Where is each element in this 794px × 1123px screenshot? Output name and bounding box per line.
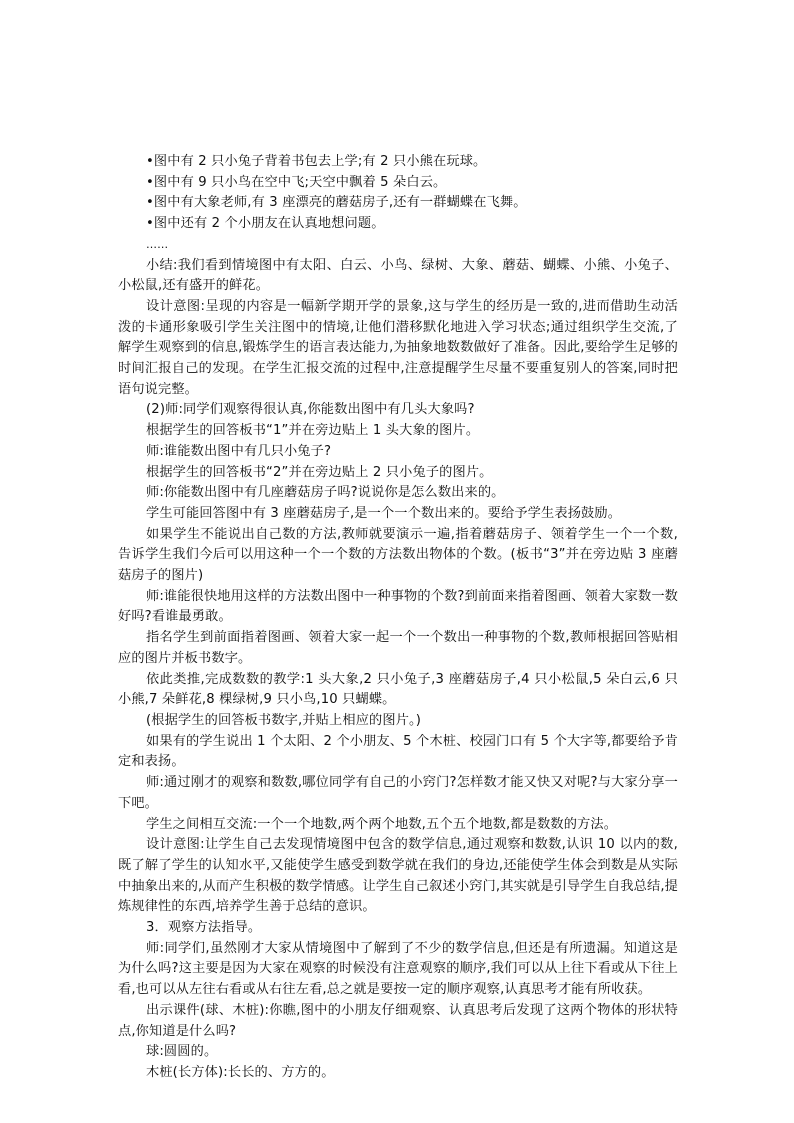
board-note: 根据学生的回答板书“1”并在旁边贴上 1 头大象的图片。 bbox=[146, 423, 480, 439]
board-note: (根据学生的回答板书数字,并贴上相应的图片。) bbox=[146, 712, 422, 728]
design-intent-paragraph: 设计意图:呈现的内容是一幅新学期开学的景象,这与学生的经历是一致的,进而借助生动活泼的卡通形象吸引学生关注图中的情境,让他们潜移默化地进入学习状态;通过组织学生交流,了解学生观察到的信息,锻炼学生的语言表达能力,为抽象地数数做好了准备。因此,要给学生足够的时间汇报自己的发现。在学生汇报交流的过程中,注意提醒学生尽量不要重复别人的答案,同时把语句说完整。 bbox=[118, 298, 678, 397]
summary-paragraph: 小结:我们看到情境图中有太阳、白云、小鸟、绿树、大象、蘑菇、蝴蝶、小熊、小兔子、小松鼠,还有盛开的鲜花。 bbox=[118, 257, 678, 294]
bullet-item: •图中还有 2 个小朋友在认真地想问题。 bbox=[146, 216, 385, 232]
body-paragraph: 如果学生不能说出自己数的方法,教师就要演示一遍,指着蘑菇房子、领着学生一个一个数,告诉学生我们今后可以用这种一个一个数的方法数出物体的个数。(板书“3”并在旁边贴 3 座蘑菇房子的图片) bbox=[118, 526, 678, 584]
section-heading: 3．观察方法指导。 bbox=[146, 920, 262, 936]
student-answer: 学生可能回答图中有 3 座蘑菇房子,是一个一个数出来的。要给予学生表扬鼓励。 bbox=[146, 505, 622, 521]
teacher-question: 师:谁能数出图中有几只小兔子? bbox=[146, 443, 332, 459]
body-paragraph: 如果有的学生说出 1 个太阳、2 个小朋友、5 个木桩、校园门口有 5 个大字等,都要给予肯定和表扬。 bbox=[118, 733, 678, 770]
design-intent-paragraph: 设计意图:让学生自己去发现情境图中包含的数学信息,通过观察和数数,认识 10 以内的数,既了解了学生的认知水平,又能使学生感受到数学就在我们的身边,还能使学生体会到数是从实际中抽象出来的,从而产生积极的数学情感。让学生自己叙述小窍门,其实就是引导学生自我总结,提炼规律性的东西,培养学生善于总结的意识。 bbox=[118, 837, 678, 915]
body-paragraph: 依此类推,完成数数的教学:1 头大象,2 只小兔子,3 座蘑菇房子,4 只小松鼠,5 朵白云,6 只小熊,7 朵鲜花,8 棵绿树,9 只小鸟,10 只蝴蝶。 bbox=[118, 671, 678, 708]
bullet-item: •图中有大象老师,有 3 座漂亮的蘑菇房子,还有一群蝴蝶在飞舞。 bbox=[146, 195, 527, 211]
body-paragraph: 指名学生到前面指着图画、领着大家一起一个一个数出一种事物的个数,教师根据回答贴相应的图片并板书数字。 bbox=[118, 630, 678, 666]
ellipsis: …… bbox=[146, 237, 169, 251]
stake-answer: 木桩(长方体):长长的、方方的。 bbox=[146, 1064, 335, 1080]
bullet-item: •图中有 2 只小兔子背着书包去上学;有 2 只小熊在玩球。 bbox=[146, 154, 487, 169]
teacher-question: 师:你能数出图中有几座蘑菇房子吗?说说你是怎么数出来的。 bbox=[146, 485, 505, 501]
bullet-item: •图中有 9 只小鸟在空中飞;天空中飘着 5 朵白云。 bbox=[146, 174, 447, 190]
teacher-question: (2)师:同学们观察得很认真,你能数出图中有几头大象吗? bbox=[146, 402, 475, 418]
document-page bbox=[118, 152, 678, 1084]
courseware-prompt: 出示课件(球、木桩):你瞧,图中的小朋友仔细观察、认真思考后发现了这两个物体的形状特点,你知道是什么吗? bbox=[118, 1002, 678, 1039]
teacher-question: 师:谁能很快地用这样的方法数出图中一种事物的个数?到前面来指着图画、领着大家数一数好吗?看谁最勇敢。 bbox=[118, 588, 678, 625]
ball-answer: 球:圆圆的。 bbox=[146, 1044, 218, 1060]
teacher-explanation: 师:同学们,虽然刚才大家从情境图中了解到了不少的数学信息,但还是有所遗漏。知道这是为什么吗?这主要是因为大家在观察的时候没有注意观察的顺序,我们可以从上往下看或从下往上看,也可以从左往右看或从右往左看,总之就是要按一定的顺序观察,认真思考才能有所收获。 bbox=[118, 940, 678, 998]
board-note: 根据学生的回答板书“2”并在旁边贴上 2 只小兔子的图片。 bbox=[146, 464, 493, 480]
student-exchange: 学生之间相互交流:一个一个地数,两个两个地数,五个五个地数,都是数数的方法。 bbox=[146, 816, 618, 832]
teacher-question: 师:通过刚才的观察和数数,哪位同学有自己的小窍门?怎样数才能又快又对呢?与大家分享一下吧。 bbox=[118, 775, 678, 811]
